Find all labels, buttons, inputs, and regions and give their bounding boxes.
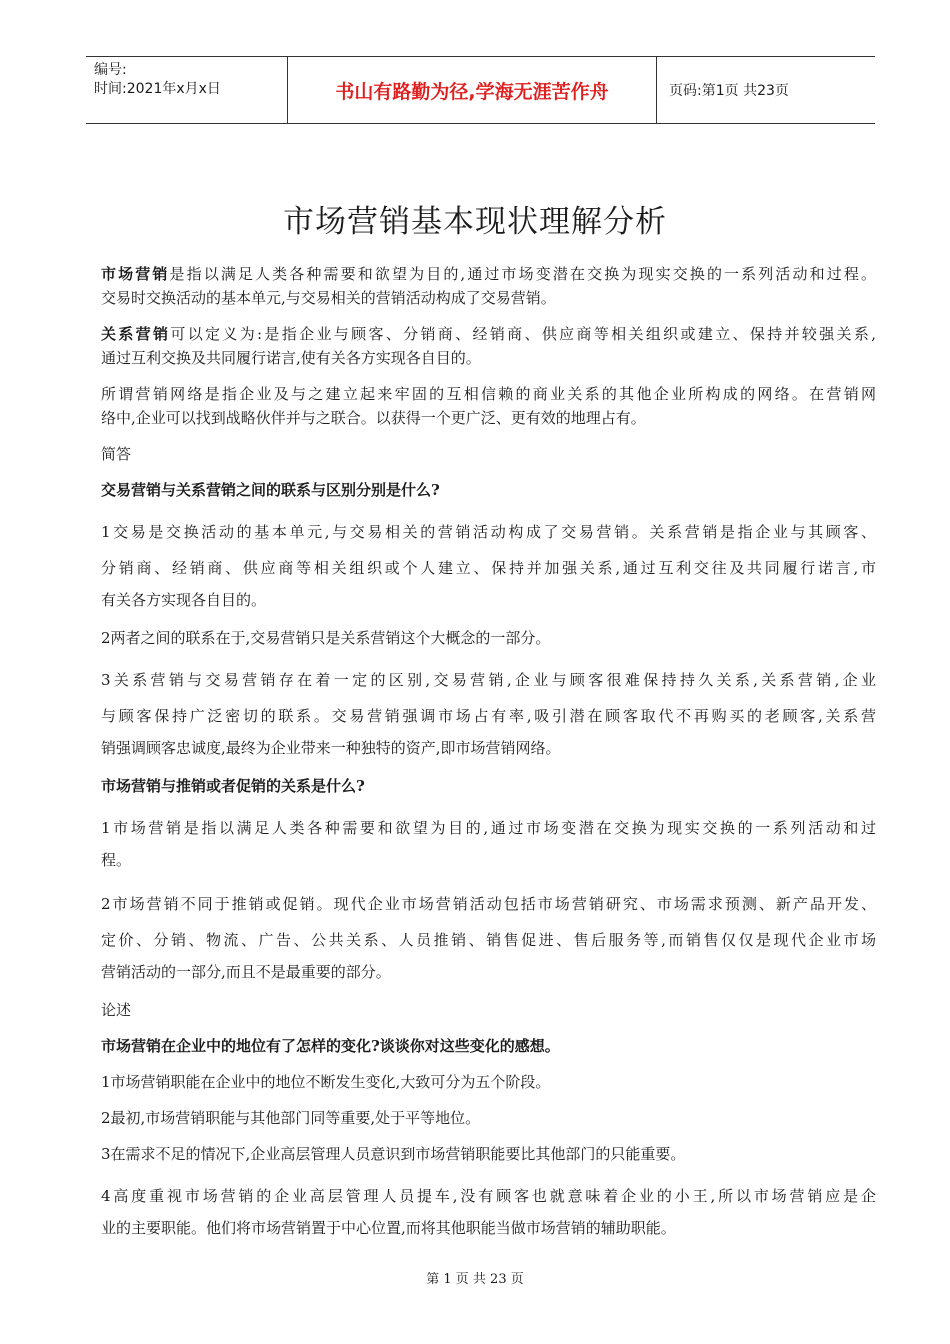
answer-line: 2最初,市场营销职能与其他部门同等重要,处于平等地位。: [101, 1109, 481, 1127]
paragraph-line: [101, 322, 876, 346]
answer-line: 1市场营销是指以满足人类各种需要和欲望为目的,通过市场变潜在交换为现实交换的一系列活动和过: [101, 819, 876, 837]
answer-line: 销强调顾客忠诚度,最终为企业带来一种独特的资产,即市场营销网络。: [101, 739, 561, 757]
question-heading: 交易营销与关系营销之间的联系与区别分别是什么?: [101, 481, 440, 499]
paragraph-line: 交易时交换活动的基本单元,与交易相关的营销活动构成了交易营销。: [101, 289, 556, 307]
answer-line: 分销商、经销商、供应商等相关组织或个人建立、保持并加强关系,通过互利交往及共同履行诺言,市: [101, 559, 876, 577]
answer-line: 程。: [101, 851, 132, 869]
answer-line: 业的主要职能。他们将市场营销置于中心位置,而将其他职能当做市场营销的辅助职能。: [101, 1219, 676, 1237]
section-heading-essay: 论述: [101, 1001, 132, 1019]
answer-line: 1市场营销职能在企业中的地位不断发生变化,大致可分为五个阶段。: [101, 1073, 551, 1091]
section-heading-short-answer: 简答: [101, 445, 132, 463]
answer-block: [101, 662, 876, 762]
answer-line: 3在需求不足的情况下,企业高层管理人员意识到市场营销职能要比其他部门的只能重要。: [101, 1145, 686, 1163]
answer-line: 营销活动的一部分,而且不是最重要的部分。: [101, 963, 391, 981]
answer-line: 3关系营销与交易营销存在着一定的区别,交易营销,企业与顾客很难保持持久关系,关系营销,企业: [101, 671, 876, 689]
term-relationship-marketing: 关系营销: [101, 325, 171, 343]
paragraph-line: 所谓营销网络是指企业及与之建立起来牢固的互相信赖的商业关系的其他企业所构成的网络。在营销网: [101, 385, 876, 403]
answer-line: 2市场营销不同于推销或促销。现代企业市场营销活动包括市场营销研究、市场需求预测、新产品开发、: [101, 895, 876, 913]
header-page-info: 页码:第1页 共23页: [669, 83, 789, 99]
paragraph-line: 通过互利交换及共同履行诺言,使有关各方实现各自目的。: [101, 349, 481, 367]
header-meta: [86, 57, 287, 123]
question-heading: 市场营销与推销或者促销的关系是什么?: [101, 777, 365, 795]
answer-block: [101, 514, 876, 614]
paragraph-text: 是指以满足人类各种需要和欲望为目的,通过市场变潜在交换为现实交换的一系列活动和过程。: [169, 265, 876, 283]
page-header: [86, 56, 875, 124]
answer-block: [101, 1178, 876, 1242]
paragraph-text: 可以定义为:是指企业与顾客、分销商、经销商、供应商等相关组织或建立、保持并较强关系,: [170, 325, 876, 343]
answer-line: 1交易是交换活动的基本单元,与交易相关的营销活动构成了交易营销。关系营销是指企业与其顾客、: [101, 523, 876, 541]
paragraph-line: [101, 262, 876, 286]
paragraph-line: 络中,企业可以找到战略伙伴并与之联合。以获得一个更广泛、更有效的地理占有。: [101, 409, 646, 427]
answer-line: 与顾客保持广泛密切的联系。交易营销强调市场占有率,吸引潜在顾客取代不再购买的老顾客,关系营: [101, 707, 876, 725]
paragraph-relationship-marketing: [101, 322, 876, 370]
page-footer: 第 1 页 共 23 页: [426, 1272, 524, 1287]
document-number-label: 编号:: [94, 62, 127, 78]
document-body: [101, 262, 876, 1242]
paragraph-marketing-network: [101, 382, 876, 430]
answer-block: [101, 886, 876, 986]
document-title: 市场营销基本现状理解分析: [283, 204, 667, 240]
answer-line: 定价、分销、物流、广告、公共关系、人员推销、销售促进、售后服务等,而销售仅仅是现代企业市场: [101, 931, 876, 949]
document-time-label: 时间:2021年x月x日: [94, 81, 221, 97]
term-market-marketing: 市场营销: [101, 265, 170, 283]
question-heading: 市场营销在企业中的地位有了怎样的变化?谈谈你对这些变化的感想。: [101, 1037, 560, 1055]
answer-block: [101, 810, 876, 874]
header-motto: 书山有路勤为径,学海无涯苦作舟: [287, 57, 657, 123]
answer-line: 4高度重视市场营销的企业高层管理人员提车,没有顾客也就意味着企业的小王,所以市场营销应是企: [101, 1187, 876, 1205]
answer-line: 2两者之间的联系在于,交易营销只是关系营销这个大概念的一部分。: [101, 629, 551, 647]
paragraph-market-marketing: [101, 262, 876, 310]
answer-line: 有关各方实现各自目的。: [101, 591, 267, 609]
